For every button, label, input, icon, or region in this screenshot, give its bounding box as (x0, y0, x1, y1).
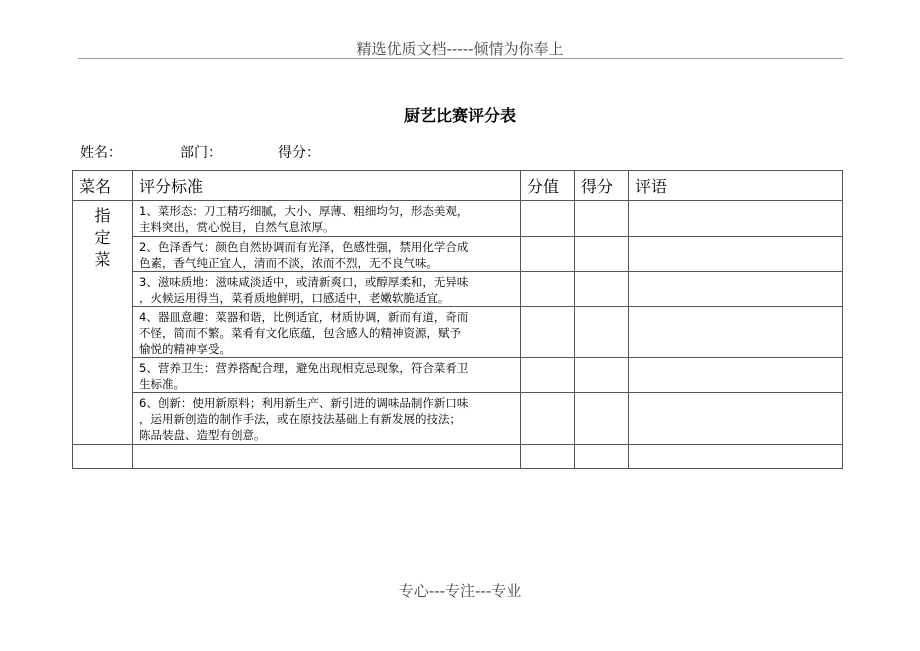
score-label: 得分： (278, 145, 320, 161)
criterion-line: ，火候运用得当，菜肴质地鲜明，口感适中，老嫩软脆适宜。 (139, 291, 450, 305)
table-row (73, 307, 843, 358)
criterion-line: 主料突出，赏心悦目，自然气息浓厚。 (139, 220, 335, 234)
criterion-line: 不怪，简而不繁。菜肴有文化底蕴，包含感人的精神资源，赋予 (139, 326, 461, 340)
comment-cell[interactable] (629, 393, 843, 445)
score-cell[interactable] (575, 358, 629, 393)
criterion-line: 2、色泽香气：颜色自然协调而有光泽，色感性强，禁用化学合成 (139, 240, 469, 254)
criterion-text (133, 201, 521, 237)
points-cell[interactable] (521, 201, 575, 237)
criterion-text (133, 237, 521, 272)
page-header: 精选优质文档-----倾情为你奉上 (356, 40, 564, 58)
empty-row (73, 445, 843, 469)
criterion-line: 陈品装盘、造型有创意。 (139, 428, 266, 442)
comment-cell[interactable] (629, 307, 843, 358)
col-criteria: 评分标准 (133, 171, 521, 201)
points-cell[interactable] (521, 393, 575, 445)
table-row (73, 272, 843, 307)
comment-cell[interactable] (629, 237, 843, 272)
table-row (73, 393, 843, 445)
dish-name: 指定菜 (94, 206, 111, 269)
dish-cell (73, 201, 133, 445)
name-label: 姓名： (80, 145, 122, 161)
table-header-row (73, 171, 843, 201)
criterion-text (133, 393, 521, 445)
points-cell[interactable] (521, 272, 575, 307)
score-cell[interactable] (575, 307, 629, 358)
comment-cell[interactable] (629, 272, 843, 307)
col-dish: 菜名 (73, 171, 133, 201)
score-cell[interactable] (575, 272, 629, 307)
criterion-line: 5、营养卫生：营养搭配合理，避免出现相克忌现象，符合菜肴卫 (139, 361, 469, 375)
document-title: 厨艺比赛评分表 (403, 106, 516, 125)
page-footer: 专心---专注---专业 (398, 582, 522, 600)
score-cell[interactable] (575, 393, 629, 445)
score-cell[interactable] (575, 237, 629, 272)
scoring-table (72, 170, 843, 469)
criterion-line: 生标准。 (139, 377, 185, 391)
criterion-text (133, 358, 521, 393)
criterion-line: 4、器皿意趣：菜器和谐，比例适宜，材质协调，新而有道，奇而 (139, 310, 469, 324)
criterion-text (133, 272, 521, 307)
criterion-line: ，运用新创造的制作手法，或在原技法基础上有新发展的技法； (139, 412, 461, 426)
table-row (73, 358, 843, 393)
department-label: 部门： (180, 145, 222, 161)
header-divider (78, 58, 843, 59)
criterion-line: 1、菜形态：刀工精巧细腻，大小、厚薄、粗细均匀，形态美观， (139, 204, 469, 218)
comment-cell[interactable] (629, 358, 843, 393)
comment-cell[interactable] (629, 201, 843, 237)
col-score: 得分 (575, 171, 629, 201)
table-row (73, 237, 843, 272)
points-cell[interactable] (521, 358, 575, 393)
criterion-line: 色素，香气纯正宜人，清而不淡，浓而不烈，无不良气味。 (139, 256, 438, 270)
score-cell[interactable] (575, 201, 629, 237)
criterion-line: 3、滋味质地：滋味咸淡适中，或清新爽口，或醇厚柔和，无异味 (139, 275, 469, 289)
criterion-text (133, 307, 521, 358)
criterion-line: 6、创新：使用新原料；利用新生产、新引进的调味品制作新口味 (139, 396, 469, 410)
criterion-line: 愉悦的精神享受。 (139, 342, 231, 356)
col-points: 分值 (521, 171, 575, 201)
col-comment: 评语 (629, 171, 843, 201)
points-cell[interactable] (521, 237, 575, 272)
table-row (73, 201, 843, 237)
points-cell[interactable] (521, 307, 575, 358)
